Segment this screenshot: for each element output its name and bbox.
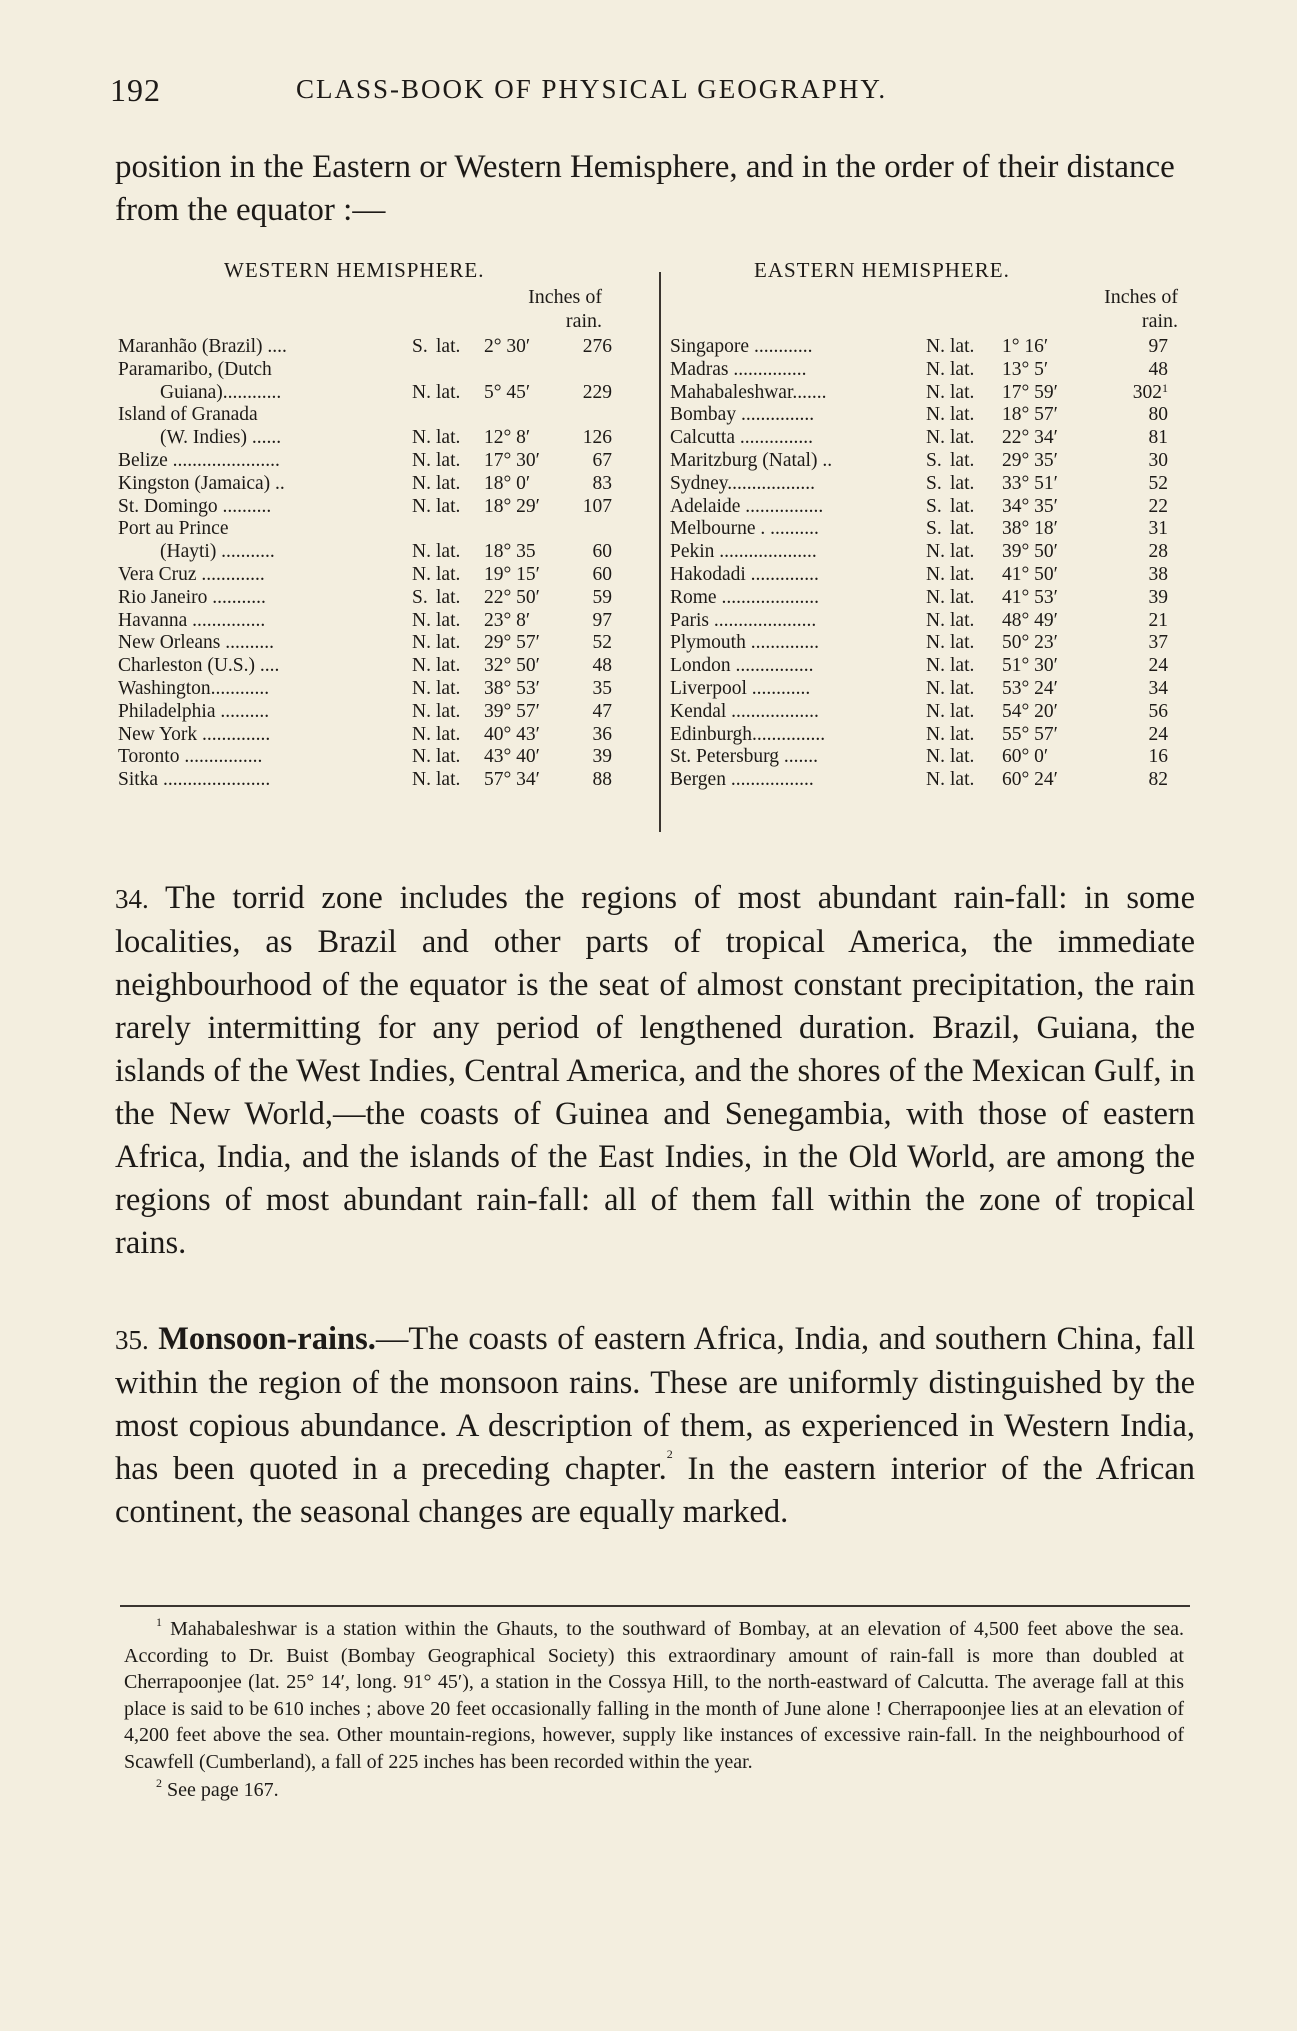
hemisphere-letter: N. bbox=[412, 677, 431, 699]
table-row bbox=[112, 769, 632, 792]
table-row bbox=[664, 724, 1202, 747]
lat-label: lat. bbox=[436, 586, 461, 608]
place-name: Bombay ............... bbox=[670, 404, 815, 426]
hemisphere-letter: N. bbox=[412, 541, 431, 563]
paragraph-number: 34. bbox=[115, 884, 149, 914]
paragraph-35 bbox=[115, 1318, 1195, 1534]
lat-label: lat. bbox=[950, 495, 975, 517]
latitude-value: 34° 35′ bbox=[1002, 495, 1058, 517]
place-name: Philadelphia .......... bbox=[118, 700, 270, 722]
western-hemisphere-table bbox=[112, 258, 632, 848]
hemisphere-letter: S. bbox=[926, 495, 942, 517]
table-row bbox=[664, 404, 1202, 427]
hemisphere-letter: N. bbox=[926, 358, 945, 380]
rainfall-inches: 52 bbox=[592, 632, 612, 654]
running-header bbox=[110, 72, 1200, 112]
unit-header: rain. bbox=[1141, 310, 1178, 332]
table-row bbox=[664, 587, 1202, 610]
footnotes bbox=[124, 1616, 1184, 1804]
place-name: (W. Indies) ...... bbox=[160, 427, 282, 449]
hemisphere-letter: N. bbox=[412, 723, 431, 745]
footnote-rule bbox=[120, 1605, 1190, 1607]
unit-header: Inches of bbox=[528, 286, 602, 308]
latitude-value: 17° 30′ bbox=[484, 449, 540, 471]
latitude-value: 54° 20′ bbox=[1002, 700, 1058, 722]
lat-label: lat. bbox=[436, 449, 461, 471]
lat-label: lat. bbox=[436, 336, 461, 357]
table-row bbox=[664, 610, 1202, 633]
table-row bbox=[664, 541, 1202, 564]
place-name: New York .............. bbox=[118, 723, 271, 745]
hemisphere-letter: N. bbox=[926, 427, 945, 449]
latitude-value: 60° 0′ bbox=[1002, 746, 1049, 768]
running-title: CLASS-BOOK OF PHYSICAL GEOGRAPHY. bbox=[296, 74, 888, 104]
latitude-value: 55° 57′ bbox=[1002, 723, 1058, 745]
hemisphere-letter: N. bbox=[412, 700, 431, 722]
hemisphere-letter: N. bbox=[412, 495, 431, 517]
place-name: Sitka ...................... bbox=[118, 769, 271, 791]
footnote-1 bbox=[124, 1616, 1184, 1775]
rainfall-inches: 39 bbox=[592, 746, 612, 768]
footnote-ref: 1 bbox=[1162, 380, 1168, 395]
rainfall-inches: 48 bbox=[1148, 358, 1168, 380]
table-row bbox=[112, 496, 632, 519]
paragraph-text: In the eastern interior of the African continent, the seasonal changes are equally marked. bbox=[115, 1451, 1195, 1530]
paragraph-text: The torrid zone includes the regions of most abundant rain-fall: in some localities, as Brazil and other parts of tropical America, the immediate neighbourhood of the equator is the seat of almost constant precipitation, the rain rarely intermitting for any period of lengthened duration. Brazil, Guiana, the islands of the West Indies, Central America, and the shores of the Mexican Gulf, in the New World,—the coasts of Guinea and Senegambia, with those of eastern Africa, India, and the islands of the East Indies, in the Old World, are among the regions of most abundant rain-fall: all of them fall within the zone of tropical rains. bbox=[115, 880, 1195, 1261]
rainfall-inches: 82 bbox=[1148, 769, 1168, 791]
hemisphere-letter: S. bbox=[926, 449, 942, 471]
hemisphere-letter: N. bbox=[412, 746, 431, 768]
rainfall-inches: 67 bbox=[592, 449, 612, 471]
rainfall-inches: 97 bbox=[1148, 336, 1168, 357]
table-row bbox=[112, 382, 632, 405]
table-row bbox=[664, 655, 1202, 678]
lat-label: lat. bbox=[950, 700, 975, 722]
place-name: Liverpool ............ bbox=[670, 677, 811, 699]
place-name: Edinburgh............... bbox=[670, 723, 826, 745]
latitude-value: 41° 53′ bbox=[1002, 586, 1058, 608]
latitude-value: 18° 0′ bbox=[484, 472, 531, 494]
latitude-value: 51° 30′ bbox=[1002, 655, 1058, 677]
table-row bbox=[664, 473, 1202, 496]
intro-paragraph bbox=[115, 146, 1190, 232]
rainfall-inches: 37 bbox=[1148, 632, 1168, 654]
rainfall-inches: 97 bbox=[592, 609, 612, 631]
hemisphere-letter: N. bbox=[926, 632, 945, 654]
hemisphere-letter: N. bbox=[926, 586, 945, 608]
rainfall-inches: 30 bbox=[1148, 449, 1168, 471]
table-row bbox=[664, 701, 1202, 724]
lat-label: lat. bbox=[436, 655, 461, 677]
latitude-value: 53° 24′ bbox=[1002, 677, 1058, 699]
rainfall-inches bbox=[1122, 382, 1168, 405]
rainfall-inches: 28 bbox=[1148, 541, 1168, 563]
column-divider bbox=[659, 272, 661, 832]
latitude-value: 22° 50′ bbox=[484, 586, 540, 608]
table-row bbox=[664, 450, 1202, 473]
place-name: Pekin .................... bbox=[670, 541, 817, 563]
hemisphere-letter: N. bbox=[926, 336, 945, 357]
lat-label: lat. bbox=[436, 723, 461, 745]
place-name: Island of Granada bbox=[118, 404, 258, 426]
rainfall-inches: 60 bbox=[592, 541, 612, 563]
rainfall-inches: 16 bbox=[1148, 746, 1168, 768]
lat-label: lat. bbox=[950, 609, 975, 631]
lat-label: lat. bbox=[950, 563, 975, 585]
rainfall-inches: 36 bbox=[592, 723, 612, 745]
table-row bbox=[112, 404, 632, 427]
rainfall-inches: 31 bbox=[1148, 518, 1168, 540]
lat-label: lat. bbox=[436, 563, 461, 585]
rainfall-inches: 47 bbox=[592, 700, 612, 722]
latitude-value: 23° 8′ bbox=[484, 609, 531, 631]
lat-label: lat. bbox=[950, 746, 975, 768]
rainfall-inches: 52 bbox=[1148, 472, 1168, 494]
table-row bbox=[112, 336, 632, 359]
table-row bbox=[112, 701, 632, 724]
table-title: WESTERN HEMISPHERE. bbox=[224, 258, 485, 282]
hemisphere-letter: N. bbox=[926, 723, 945, 745]
latitude-value: 13° 5′ bbox=[1002, 358, 1049, 380]
place-name: Plymouth .............. bbox=[670, 632, 819, 654]
latitude-value: 2° 30′ bbox=[484, 336, 531, 357]
rainfall-inches: 80 bbox=[1148, 404, 1168, 426]
lat-label: lat. bbox=[950, 427, 975, 449]
hemisphere-letter: N. bbox=[926, 563, 945, 585]
lat-label: lat. bbox=[950, 541, 975, 563]
latitude-value: 38° 53′ bbox=[484, 677, 540, 699]
lat-label: lat. bbox=[436, 495, 461, 517]
table-row bbox=[112, 541, 632, 564]
latitude-value: 18° 29′ bbox=[484, 495, 540, 517]
place-name: Singapore ............ bbox=[670, 336, 813, 357]
latitude-value: 18° 57′ bbox=[1002, 404, 1058, 426]
rainfall-inches: 48 bbox=[592, 655, 612, 677]
table-row bbox=[664, 518, 1202, 541]
latitude-value: 12° 8′ bbox=[484, 427, 531, 449]
table-row bbox=[112, 746, 632, 769]
place-name: London ................ bbox=[670, 655, 814, 677]
rainfall-inches: 21 bbox=[1148, 609, 1168, 631]
hemisphere-letter: N. bbox=[926, 700, 945, 722]
place-name: Madras ............... bbox=[670, 358, 807, 380]
table-rows bbox=[112, 336, 632, 792]
paragraph-34 bbox=[115, 877, 1195, 1265]
rainfall-value: 302 bbox=[1132, 381, 1162, 403]
latitude-value: 50° 23′ bbox=[1002, 632, 1058, 654]
place-name: Maritzburg (Natal) .. bbox=[670, 449, 833, 471]
lat-label: lat. bbox=[950, 723, 975, 745]
latitude-value: 60° 24′ bbox=[1002, 769, 1058, 791]
lat-label: lat. bbox=[950, 655, 975, 677]
table-row bbox=[112, 427, 632, 450]
rainfall-inches: 34 bbox=[1148, 677, 1168, 699]
rainfall-inches: 126 bbox=[582, 427, 612, 449]
hemisphere-letter: N. bbox=[926, 655, 945, 677]
unit-header: rain. bbox=[565, 310, 602, 332]
table-row bbox=[112, 518, 632, 541]
hemisphere-letter: N. bbox=[412, 632, 431, 654]
place-name: (Hayti) ........... bbox=[160, 541, 275, 563]
rainfall-inches: 35 bbox=[592, 677, 612, 699]
rainfall-inches: 39 bbox=[1148, 586, 1168, 608]
lat-label: lat. bbox=[950, 358, 975, 380]
place-name: Kingston (Jamaica) .. bbox=[118, 472, 285, 494]
latitude-value: 39° 57′ bbox=[484, 700, 540, 722]
lat-label: lat. bbox=[436, 541, 461, 563]
place-name: Melbourne . .......... bbox=[670, 518, 819, 540]
lat-label: lat. bbox=[950, 381, 975, 403]
table-row bbox=[112, 473, 632, 496]
hemisphere-letter: N. bbox=[412, 769, 431, 791]
latitude-value: 38° 18′ bbox=[1002, 518, 1058, 540]
rainfall-inches: 107 bbox=[582, 495, 612, 517]
table-row bbox=[664, 496, 1202, 519]
intro-text: position in the Eastern or Western Hemisphere, and in the order of their distance from the equator :— bbox=[115, 149, 1175, 228]
rainfall-inches: 38 bbox=[1148, 563, 1168, 585]
lat-label: lat. bbox=[436, 677, 461, 699]
place-name: New Orleans .......... bbox=[118, 632, 274, 654]
hemisphere-letter: N. bbox=[412, 609, 431, 631]
rainfall-inches: 81 bbox=[1148, 427, 1168, 449]
lat-label: lat. bbox=[436, 472, 461, 494]
lat-label: lat. bbox=[950, 404, 975, 426]
table-row bbox=[112, 450, 632, 473]
latitude-value: 17° 59′ bbox=[1002, 381, 1058, 403]
hemisphere-letter: N. bbox=[412, 472, 431, 494]
latitude-value: 39° 50′ bbox=[1002, 541, 1058, 563]
lat-label: lat. bbox=[950, 769, 975, 791]
table-row bbox=[112, 655, 632, 678]
place-name: Hakodadi .............. bbox=[670, 563, 819, 585]
place-name: Toronto ................ bbox=[118, 746, 263, 768]
hemisphere-letter: S. bbox=[926, 472, 942, 494]
place-name: Havanna ............... bbox=[118, 609, 266, 631]
place-name: Maranhão (Brazil) .... bbox=[118, 336, 287, 357]
eastern-hemisphere-table bbox=[664, 258, 1202, 848]
place-name: Charleston (U.S.) .... bbox=[118, 655, 280, 677]
footnote-text: Mahabaleshwar is a station within the Ghauts, to the southward of Bombay, at an elevation of 4,500 feet above the sea. According to Dr. Buist (Bombay Geographical Society) this extraordinary amount of rain-fall is more than doubled at Cherrapoonjee (lat. 25° 14′, long. 91° 45′), a station in the Cossya Hill, to the north-eastward of Calcutta. The average fall at this place is said to be 610 inches ; above 20 feet occasionally falling in the month of June alone ! Cherrapoonjee lies at an elevation of 4,200 feet above the sea. Other mountain-regions, however, supply like instances of excessive rain-fall. In the neighbourhood of Scawfell (Cumberland), a fall of 225 inches has been recorded within the year. bbox=[124, 1618, 1184, 1773]
lat-label: lat. bbox=[436, 609, 461, 631]
lat-label: lat. bbox=[436, 700, 461, 722]
place-name: Kendal .................. bbox=[670, 700, 819, 722]
footnote-text: See page 167. bbox=[167, 1779, 279, 1801]
rainfall-inches: 88 bbox=[592, 769, 612, 791]
place-name: Washington............ bbox=[118, 677, 270, 699]
hemisphere-letter: N. bbox=[412, 563, 431, 585]
lat-label: lat. bbox=[436, 746, 461, 768]
footnote-ref: 2 bbox=[666, 1447, 673, 1461]
latitude-value: 40° 43′ bbox=[484, 723, 540, 745]
rainfall-inches: 60 bbox=[592, 563, 612, 585]
table-title: EASTERN HEMISPHERE. bbox=[754, 258, 1010, 282]
latitude-value: 48° 49′ bbox=[1002, 609, 1058, 631]
place-name: Guiana)............ bbox=[160, 381, 282, 403]
unit-header: Inches of bbox=[1104, 286, 1178, 308]
table-row bbox=[112, 564, 632, 587]
table-row bbox=[112, 724, 632, 747]
lat-label: lat. bbox=[436, 632, 461, 654]
lat-label: lat. bbox=[436, 381, 461, 403]
table-row bbox=[664, 632, 1202, 655]
hemisphere-letter: N. bbox=[926, 677, 945, 699]
place-name: Paramaribo, (Dutch bbox=[118, 358, 272, 380]
rainfall-inches: 24 bbox=[1148, 723, 1168, 745]
paragraph-heading: Monsoon-rains. bbox=[158, 1321, 376, 1357]
hemisphere-letter: N. bbox=[926, 746, 945, 768]
lat-label: lat. bbox=[436, 769, 461, 791]
paragraph-number: 35. bbox=[115, 1325, 149, 1355]
place-name: Sydney.................. bbox=[670, 472, 815, 494]
hemisphere-letter: N. bbox=[926, 609, 945, 631]
table-row bbox=[664, 336, 1202, 359]
place-name: St. Petersburg ....... bbox=[670, 746, 819, 768]
table-row bbox=[664, 678, 1202, 701]
lat-label: lat. bbox=[950, 518, 975, 540]
latitude-value: 57° 34′ bbox=[484, 769, 540, 791]
hemisphere-letter: S. bbox=[926, 518, 942, 540]
rainfall-tables bbox=[112, 258, 1202, 848]
lat-label: lat. bbox=[436, 427, 461, 449]
latitude-value: 29° 57′ bbox=[484, 632, 540, 654]
latitude-value: 32° 50′ bbox=[484, 655, 540, 677]
rainfall-inches: 56 bbox=[1148, 700, 1168, 722]
footnote-mark: 1 bbox=[156, 1615, 162, 1629]
place-name: Vera Cruz ............. bbox=[118, 563, 265, 585]
table-row bbox=[664, 769, 1202, 792]
lat-label: lat. bbox=[950, 632, 975, 654]
latitude-value: 43° 40′ bbox=[484, 746, 540, 768]
rainfall-inches: 24 bbox=[1148, 655, 1168, 677]
lat-label: lat. bbox=[950, 449, 975, 471]
rainfall-inches: 276 bbox=[582, 336, 612, 357]
hemisphere-letter: N. bbox=[926, 404, 945, 426]
place-name: Calcutta ............... bbox=[670, 427, 813, 449]
place-name: Mahabaleshwar....... bbox=[670, 381, 827, 403]
hemisphere-letter: N. bbox=[926, 381, 945, 403]
latitude-value: 19° 15′ bbox=[484, 563, 540, 585]
lat-label: lat. bbox=[950, 586, 975, 608]
footnote-mark: 2 bbox=[156, 1776, 162, 1790]
latitude-value: 5° 45′ bbox=[484, 381, 531, 403]
hemisphere-letter: N. bbox=[412, 449, 431, 471]
latitude-value: 18° 35 bbox=[484, 541, 536, 563]
lat-label: lat. bbox=[950, 472, 975, 494]
page-number: 192 bbox=[110, 72, 161, 108]
table-row bbox=[664, 746, 1202, 769]
rainfall-inches: 22 bbox=[1148, 495, 1168, 517]
table-row bbox=[664, 427, 1202, 450]
place-name: Port au Prince bbox=[118, 518, 229, 540]
paragraph-text: —The coasts of eastern Africa, India, and southern China, fall within the region of the monsoon rains. These are uniformly distinguished by the most copious abundance. A description of them, as experienced in Western India, has been quoted in a preceding chapter. bbox=[115, 1321, 1195, 1487]
latitude-value: 22° 34′ bbox=[1002, 427, 1058, 449]
latitude-value: 29° 35′ bbox=[1002, 449, 1058, 471]
table-row bbox=[664, 382, 1202, 405]
table-row bbox=[112, 359, 632, 382]
hemisphere-letter: N. bbox=[412, 655, 431, 677]
footnote-2 bbox=[124, 1777, 1184, 1804]
table-rows bbox=[664, 336, 1202, 792]
place-name: Belize ...................... bbox=[118, 449, 280, 471]
place-name: Adelaide ................ bbox=[670, 495, 824, 517]
hemisphere-letter: N. bbox=[926, 769, 945, 791]
hemisphere-letter: N. bbox=[926, 541, 945, 563]
rainfall-inches: 83 bbox=[592, 472, 612, 494]
place-name: Rio Janeiro ........... bbox=[118, 586, 266, 608]
hemisphere-letter: S. bbox=[412, 586, 428, 608]
rainfall-inches: 59 bbox=[592, 586, 612, 608]
latitude-value: 33° 51′ bbox=[1002, 472, 1058, 494]
rainfall-inches: 229 bbox=[582, 381, 612, 403]
table-row bbox=[112, 610, 632, 633]
hemisphere-letter: N. bbox=[412, 427, 431, 449]
table-row bbox=[112, 587, 632, 610]
place-name: Rome .................... bbox=[670, 586, 819, 608]
table-row bbox=[112, 632, 632, 655]
lat-label: lat. bbox=[950, 677, 975, 699]
table-row bbox=[664, 359, 1202, 382]
latitude-value: 41° 50′ bbox=[1002, 563, 1058, 585]
hemisphere-letter: N. bbox=[412, 381, 431, 403]
table-row bbox=[112, 678, 632, 701]
latitude-value: 1° 16′ bbox=[1002, 336, 1049, 357]
place-name: Bergen ................. bbox=[670, 769, 814, 791]
table-row bbox=[664, 564, 1202, 587]
place-name: Paris ..................... bbox=[670, 609, 817, 631]
lat-label: lat. bbox=[950, 336, 975, 357]
hemisphere-letter: S. bbox=[412, 336, 428, 357]
place-name: St. Domingo .......... bbox=[118, 495, 272, 517]
